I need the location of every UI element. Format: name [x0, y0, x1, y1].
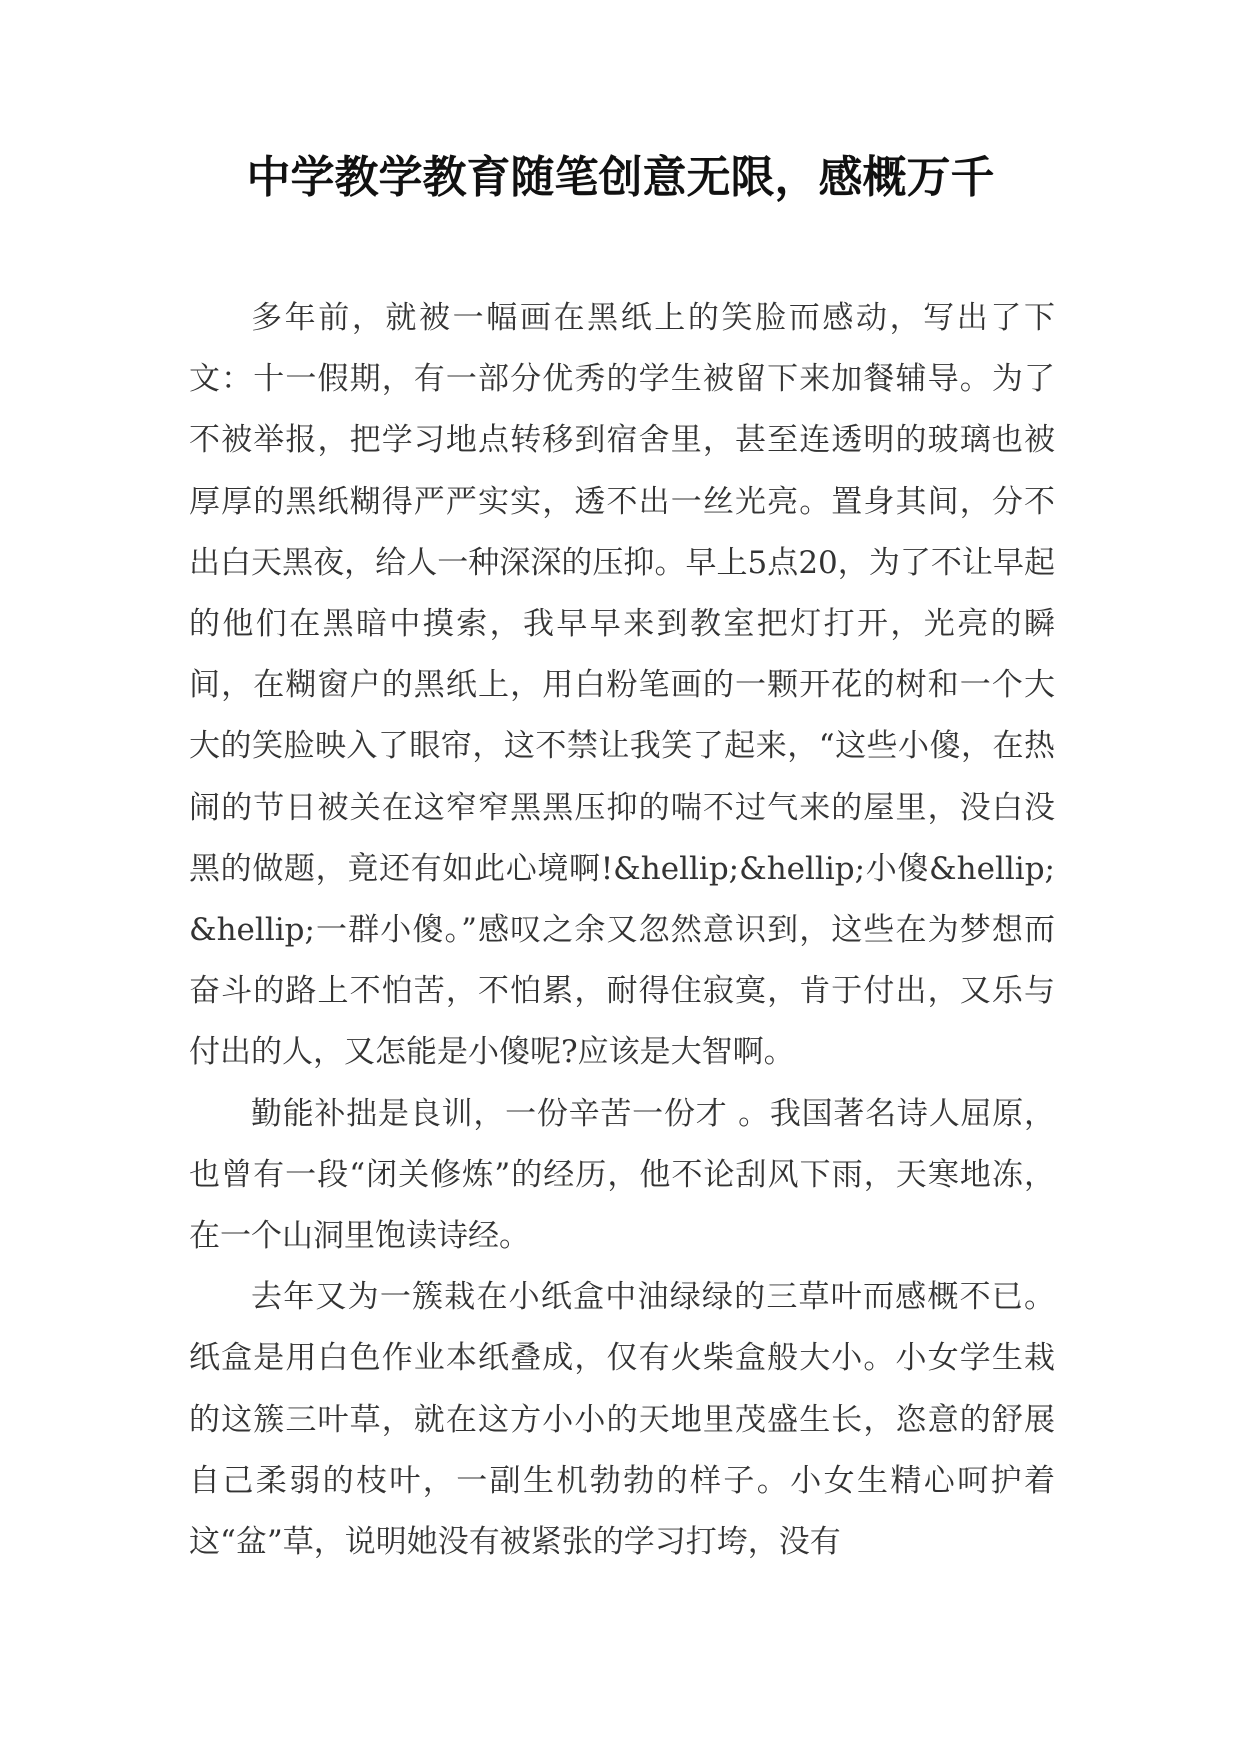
paragraph: 多年前，就被一幅画在黑纸上的笑脸而感动，写出了下文：十一假期，有一部分优秀的学生被留下来加餐辅导。为了不被举报，把学习地点转移到宿舍里，甚至连透明的玻璃也被厚厚的黑纸糊得严严实实，透不出一丝光亮。置身其间，分不出白天黑夜，给人一种深深的压抑。早上5点20，为了不让早起的他们在黑暗中摸索，我早早来到教室把灯打开，光亮的瞬间，在糊窗户的黑纸上，用白粉笔画的一颗开花的树和一个大大的笑脸映入了眼帘，这不禁让我笑了起来，“这些小傻，在热闹的节日被关在这窄窄黑黑压抑的喘不过气来的屋里，没白没黑的做题，竟还有如此心境啊!&hellip;&hellip;小傻&hellip;&hellip;一群小傻。”感叹之余又忽然意识到，这些在为梦想而奋斗的路上不怕苦，不怕累，耐得住寂寞，肯于付出，又乐与付出的人，又怎能是小傻呢?应该是大智啊。: [189, 300, 1055, 1071]
paragraph: 去年又为一簇栽在小纸盒中油绿绿的三草叶而感概不已。纸盒是用白色作业本纸叠成，仅有火柴盒般大小。小女学生栽的这簇三叶草，就在这方小小的天地里茂盛生长，恣意的舒展自己柔弱的枝叶，一副生机勃勃的样子。小女生精心呵护着这“盆”草，说明她没有被紧张的学习打垮，没有: [189, 1279, 1055, 1561]
document-title: 中学教学教育随笔创意无限，感概万千: [246, 152, 995, 203]
document-body: [189, 288, 1055, 1573]
paragraph: 勤能补拙是良训，一份辛苦一份才 。我国著名诗人屈原，也曾有一段“闭关修炼”的经历，他不论刮风下雨，天寒地冻，在一个山洞里饱读诗经。: [189, 1095, 1055, 1255]
